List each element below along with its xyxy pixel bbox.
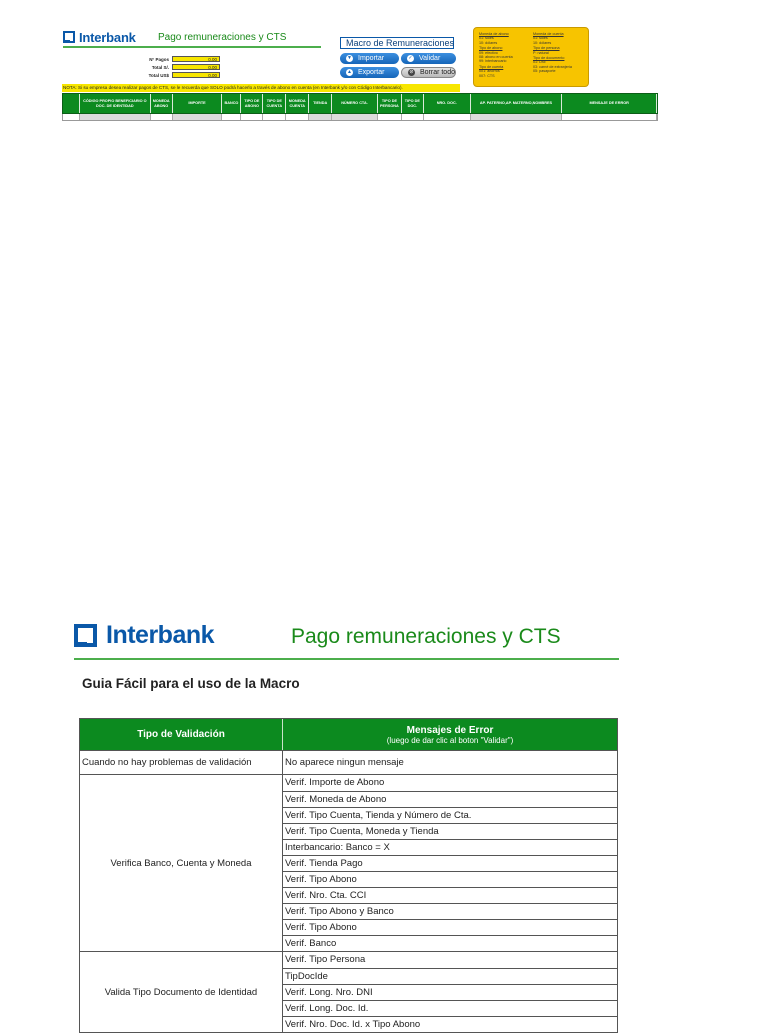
- column-header: NRO. DOC.: [424, 94, 471, 113]
- summary-label-pagos: N° Pagos: [149, 57, 169, 62]
- summary-label-dolares: Total US$: [148, 73, 169, 78]
- data-cell[interactable]: [471, 114, 563, 120]
- title-divider: [63, 46, 321, 48]
- import-button[interactable]: [340, 53, 399, 64]
- check-icon: ✓: [408, 55, 413, 61]
- column-header: MONEDA ABONO: [151, 94, 173, 113]
- column-header: TIPO DE PERSONA: [378, 94, 402, 113]
- clear-all-button-label: Borrar todo: [419, 69, 455, 76]
- validation-group: [80, 951, 617, 1032]
- column-header: TIENDA: [309, 94, 332, 113]
- legend-section-title: Moneda de cuenta: [533, 32, 564, 36]
- column-header: IMPORTE: [173, 94, 223, 113]
- legend-item: 001: ahorros: [479, 69, 500, 74]
- legend-section-title: Tipo de abono: [479, 46, 503, 51]
- legend-section-title: Moneda de abono: [479, 32, 509, 36]
- validation-type-cell: Verifica Banco, Cuenta y Moneda: [80, 775, 283, 951]
- interbank-logo-large: [74, 621, 214, 649]
- data-cell[interactable]: [241, 114, 263, 120]
- legend-item: 05: pasaporte: [533, 69, 556, 74]
- legend-column-left: [479, 31, 529, 83]
- validation-type-cell: Cuando no hay problemas de validación: [80, 751, 283, 774]
- summary-value-pagos: 0.00: [172, 56, 220, 62]
- validation-guide-table: [79, 718, 618, 1033]
- data-cell[interactable]: [309, 114, 332, 120]
- error-message-row: TipDocIde: [283, 968, 617, 984]
- validation-group: [80, 774, 617, 951]
- interbank-logo-icon: [63, 31, 75, 43]
- validation-group: [80, 750, 617, 774]
- brand-name: Interbank: [79, 29, 136, 45]
- data-cell[interactable]: [562, 114, 657, 120]
- data-cell[interactable]: [173, 114, 223, 120]
- guide-brand-name: Interbank: [106, 620, 215, 649]
- column-header: TIPO DE CUENTA: [263, 94, 286, 113]
- export-button[interactable]: [340, 67, 399, 78]
- column-header: AP. PATERNO,AP. MATERNO,NOMBRES: [471, 94, 563, 113]
- header-error-messages: [283, 719, 617, 750]
- data-cell[interactable]: [80, 114, 151, 120]
- error-message-row: No aparece ningun mensaje: [285, 757, 404, 768]
- legend-column-right: [533, 31, 583, 83]
- legend-section-title: Tipo de persona: [533, 46, 560, 51]
- error-messages-cell: [283, 751, 617, 774]
- import-button-label: Importar: [358, 55, 385, 62]
- guide-page-title: Pago remuneraciones y CTS: [291, 625, 561, 648]
- error-message-row: Verif. Tipo Abono: [283, 871, 617, 887]
- column-header-row: [62, 93, 658, 114]
- legend-item: 01: soles: [479, 36, 494, 41]
- legend-item: 01: soles: [533, 36, 548, 41]
- error-message-row: Verif. Tipo Abono: [283, 919, 617, 935]
- data-cell[interactable]: [424, 114, 471, 120]
- legend-item: 09: efectivo: [479, 50, 498, 55]
- data-cell[interactable]: [151, 114, 173, 120]
- macro-title-box: Macro de Remuneraciones: [340, 37, 454, 49]
- upload-icon: ▲: [347, 69, 352, 75]
- legend-item: 03: carné de extranjería: [533, 64, 572, 69]
- legend-item: 01: DNI: [533, 60, 546, 65]
- summary-label-soles: Total S/.: [151, 65, 169, 70]
- data-cell[interactable]: [332, 114, 378, 120]
- validate-button-label: Validar: [419, 55, 441, 62]
- data-cell[interactable]: [378, 114, 402, 120]
- header-error-messages-subtitle: (luego de dar clic al boton "Validar"): [386, 735, 514, 745]
- error-message-row: Verif. Importe de Abono: [285, 777, 385, 788]
- error-message-row: Verif. Long. Doc. Id.: [283, 1000, 617, 1016]
- column-header: TIPO DE ABONO: [241, 94, 263, 113]
- clear-all-button[interactable]: [401, 67, 456, 78]
- download-icon: ▼: [347, 55, 352, 61]
- legend-item: 10: dólares: [479, 40, 498, 45]
- column-header: [63, 94, 80, 113]
- column-header: TIPO DE DOC.: [402, 94, 424, 113]
- data-cell[interactable]: [222, 114, 241, 120]
- legend-item: 10: dólares: [533, 40, 552, 45]
- guide-table-body: [80, 750, 617, 1032]
- error-message-row: Verif. Long. Nro. DNI: [283, 984, 617, 1000]
- column-header: MONEDA CUENTA: [286, 94, 309, 113]
- codes-legend-box: [473, 27, 589, 87]
- error-message-row: Verif. Banco: [283, 935, 617, 951]
- export-button-label: Exportar: [358, 69, 385, 76]
- legend-section-title: Tipo de documento: [533, 56, 565, 61]
- column-header: BANCO: [222, 94, 241, 113]
- error-message-row: Verif. Tipo Abono y Banco: [283, 903, 617, 919]
- legend-item: P: natural: [533, 50, 549, 55]
- legend-item: 99: interbancario: [479, 59, 507, 64]
- error-messages-cell: [283, 952, 617, 1032]
- data-cell[interactable]: [63, 114, 80, 120]
- validation-type-cell: Valida Tipo Documento de Identidad: [80, 952, 283, 1032]
- error-messages-cell: [283, 775, 617, 951]
- first-data-row: [62, 114, 658, 121]
- guide-table-header: [80, 719, 617, 750]
- column-header: MENSAJE DE ERROR: [562, 94, 657, 113]
- legend-section-title: Tipo de cuenta: [479, 64, 504, 69]
- summary-value-soles: 0.00: [172, 64, 220, 70]
- column-header: CÓDIGO PROPIO BENEFICIARIO O DOC. DE IDENTIDAD: [80, 94, 151, 113]
- interbank-logo-icon: [74, 624, 97, 647]
- column-header: NÚMERO CTA.: [332, 94, 378, 113]
- header-error-messages-title: Mensajes de Error: [406, 724, 494, 736]
- guide-title-divider: [74, 658, 619, 660]
- error-message-row: Verif. Tipo Cuenta, Tienda y Número de Cta.: [283, 807, 617, 823]
- summary-value-dolares: 0.00: [172, 72, 220, 78]
- error-message-row: Verif. Tienda Pago: [283, 855, 617, 871]
- error-message-row: Verif. Nro. Doc. Id. x Tipo Abono: [283, 1016, 617, 1032]
- sheet-title: Pago remuneraciones y CTS: [158, 32, 287, 43]
- header-validation-type: Tipo de Validación: [80, 719, 283, 750]
- error-message-row: Verif. Nro. Cta. CCI: [283, 887, 617, 903]
- data-cell[interactable]: [402, 114, 424, 120]
- cts-note: NOTA: Si su empresa desea realizar pagos de CTS, se le recuerda que SOLO podrá hacerlo a través de abono en cuenta (en Interbank y/o con Código Interbancario).: [62, 84, 460, 92]
- error-message-row: Verif. Tipo Cuenta, Moneda y Tienda: [283, 823, 617, 839]
- legend-item: 007: CTS: [479, 73, 495, 78]
- error-message-row: Interbancario: Banco = X: [283, 839, 617, 855]
- cancel-icon: ⊘: [409, 69, 414, 75]
- data-cell[interactable]: [286, 114, 309, 120]
- error-message-row: Verif. Moneda de Abono: [283, 791, 617, 807]
- guide-heading: Guia Fácil para el uso de la Macro: [82, 676, 300, 691]
- data-cell[interactable]: [263, 114, 286, 120]
- legend-item: 08: abono en cuenta: [479, 55, 513, 60]
- validate-button[interactable]: [401, 53, 456, 64]
- interbank-logo-small: [63, 29, 136, 45]
- error-message-row: Verif. Tipo Persona: [285, 954, 366, 965]
